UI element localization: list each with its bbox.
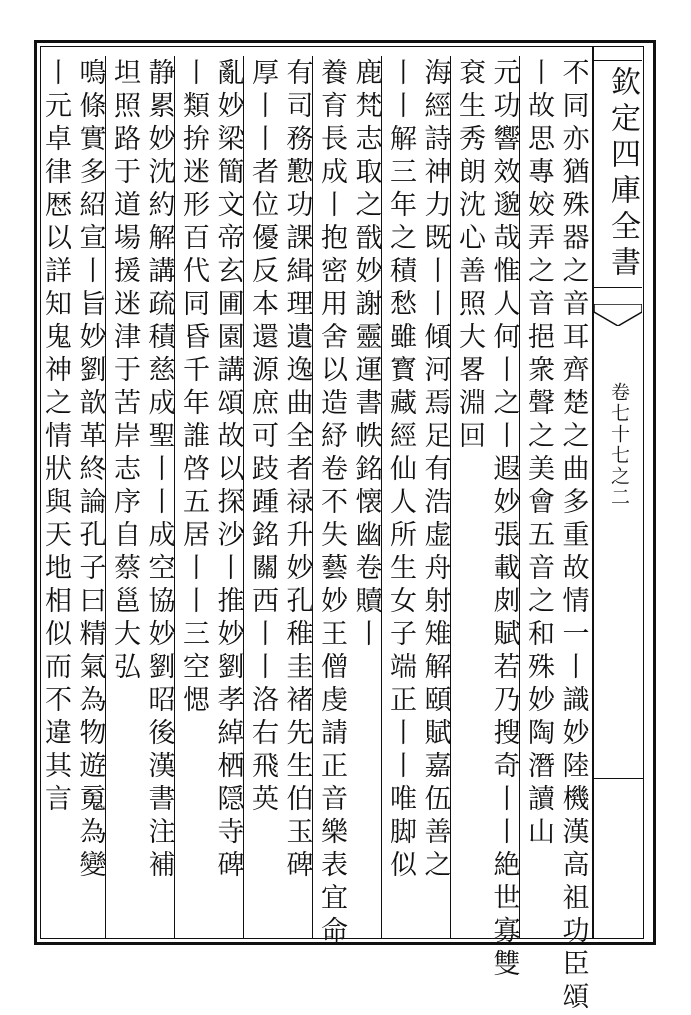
text-column <box>521 58 556 938</box>
juan-number: 卷七十七之二 <box>608 382 630 508</box>
fish-tail-mark <box>594 304 642 326</box>
text-column <box>176 58 211 938</box>
text-column <box>73 58 108 938</box>
column-text: 海經詩神力既丨丨傾河焉足有浩虚舟射雉解頤賦嘉伍善之 <box>419 58 451 883</box>
column-text: 有司務懃功課緝理遺逸曲全者禄升妙孔稚圭褚先生伯玉碑 <box>281 58 313 883</box>
column-text: 丨類拚迷形百代同昏千年誰啓五居丨丨三空愢 <box>178 58 209 718</box>
text-column <box>280 58 315 938</box>
text-column <box>142 58 177 938</box>
column-text: 養育長成丨抱密用舍以造紓卷不失藝妙王僧虔請正音樂表宜命 <box>316 58 347 949</box>
column-text: 丨故思專姣弄之音挹衆聲之美會五音之和殊妙陶潛讀山 <box>523 58 554 850</box>
text-column <box>107 58 142 938</box>
column-text: 不同亦猶殊器之音耳齊楚之曲多重故情一丨識妙陸機漢高祖功臣頌 <box>557 58 589 1015</box>
column-text: 亂妙梁簡文帝玄圃園講頌故以探沙丨推妙劉孝綽栖隠寺碑 <box>212 58 244 883</box>
column-text: 丨丨解三年之積愁雖寳藏經仙人所生女子端正丨丨唯脚似 <box>385 58 416 883</box>
text-column <box>38 58 73 938</box>
text-column <box>452 58 487 938</box>
column-text: 袞生秀朗沈心善照大畧淵回 <box>454 58 485 454</box>
column-text: 丨元卓律厯以詳知鬼神之情狀與天地相似而不違其言 <box>40 58 71 817</box>
column-text: 鹿梵志取之戩妙謝靈運書帙銘懐幽卷贖丨 <box>350 58 382 652</box>
column-text: 鳴條實多紹宣丨旨妙劉歆革終論孔子曰精氣為物遊䰟為變 <box>74 58 106 883</box>
book-title: 欽定四庫全書 <box>605 66 640 282</box>
column-text: 元功響效邈哉惟人何丨之丨遐妙張載㓟賦若乃搜奇丨丨絶世寡雙 <box>488 58 520 982</box>
text-column <box>349 58 384 938</box>
text-column <box>487 58 522 982</box>
text-column <box>245 58 280 938</box>
text-column <box>418 58 453 938</box>
text-column <box>314 58 349 949</box>
column-text: 坦照路于道場援迷津于苦岸志序自蔡邕大弘 <box>109 58 140 685</box>
margin-rule <box>592 778 644 779</box>
text-column <box>211 58 246 938</box>
column-text: 静累妙沈約解講疏積慈成聖丨丨成空協妙劉昭後漢書注補 <box>143 58 175 883</box>
column-text: 厚丨丨者位優反本還源庶可跂踵銘關西丨丨洛右飛英 <box>247 58 278 817</box>
text-column <box>383 58 418 938</box>
text-column <box>556 58 591 1015</box>
column-rule <box>36 56 37 939</box>
